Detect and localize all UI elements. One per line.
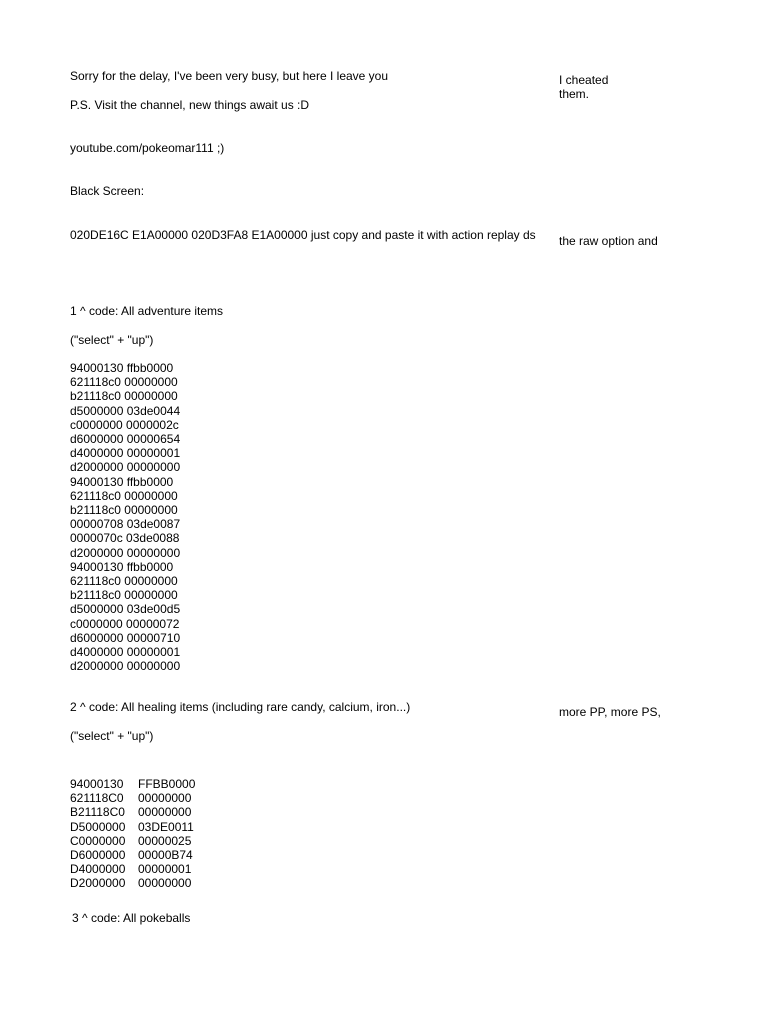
intro-text: Sorry for the delay, I've been very busy, but here I leave you [70,69,389,83]
code-row [70,862,195,876]
code-line: d2000000 00000000 [70,545,181,560]
code-line: b21118c0 00000000 [70,503,178,518]
code-line: d6000000 00000654 [70,432,181,447]
code-line: d6000000 00000710 [70,630,181,645]
code-row [70,805,195,819]
section1-title: 1 ^ code: All adventure items [70,304,224,318]
code-address: D2000000 [70,876,126,891]
code-line: 94000130 ffbb0000 [70,559,174,574]
code-line: 621118c0 00000000 [70,574,178,589]
code-address: 94000130 [70,777,124,791]
right-note-1b: them. [559,87,590,101]
code-row [70,876,195,890]
code-line: d2000000 00000000 [70,659,181,674]
code-address: 621118C0 [70,791,124,806]
code-line: b21118c0 00000000 [70,389,178,404]
section1-code-block [70,361,180,673]
code-line: 94000130 ffbb0000 [70,361,174,375]
section2-title: 2 ^ code: All healing items (including rare candy, calcium, iron...) [70,700,411,714]
code-line: d5000000 03de0044 [70,403,181,418]
right-note-2: the raw option and [559,234,658,248]
code-line: 621118c0 00000000 [70,375,178,390]
code-line: d5000000 03de00d5 [70,602,181,617]
code-line: c0000000 0000002c [70,417,179,432]
code-address: D4000000 [70,862,126,877]
code-value: 00000000 [138,805,192,820]
section2-code-block [70,777,195,891]
code-address: D5000000 [70,819,126,834]
section1-buttons: ("select" + "up") [70,333,154,347]
code-row [70,848,195,862]
code-line: 00000708 03de0087 [70,517,181,532]
ps-text: P.S. Visit the channel, new things await us :D [70,98,310,112]
code-row [70,834,195,848]
code-address: B21118C0 [70,805,125,820]
code-row [70,820,195,834]
black-screen-label: Black Screen: [70,184,145,198]
section2-buttons: ("select" + "up") [70,729,154,743]
code-line: d4000000 00000001 [70,645,181,660]
section3-title: 3 ^ code: All pokeballs [72,911,191,925]
code-line: c0000000 00000072 [70,616,180,631]
code-address: D6000000 [70,848,126,863]
right-note-3: more PP, more PS, [559,705,661,719]
right-note-1a: I cheated [559,73,609,87]
code-line: 94000130 ffbb0000 [70,474,174,489]
code-line: d4000000 00000001 [70,446,181,461]
code-value: 00000001 [138,862,192,877]
code-address: C0000000 [70,833,126,848]
code-value: 00000000 [138,791,192,806]
code-value: 00000025 [138,833,192,848]
code-line: b21118c0 00000000 [70,588,178,603]
code-line: 621118c0 00000000 [70,488,178,503]
code-row [70,777,195,791]
code-value: 00000000 [138,876,192,891]
code-value: FFBB0000 [138,777,196,791]
code-line: d2000000 00000000 [70,460,181,475]
code-line: 0000070c 03de0088 [70,531,180,546]
code-value: 00000B74 [138,848,193,863]
channel-text: youtube.com/pokeomar111 ;) [70,141,225,155]
code-row [70,791,195,805]
black-screen-code: 020DE16C E1A00000 020D3FA8 E1A00000 just copy and paste it with action replay ds [70,228,536,242]
code-value: 03DE0011 [138,819,194,834]
